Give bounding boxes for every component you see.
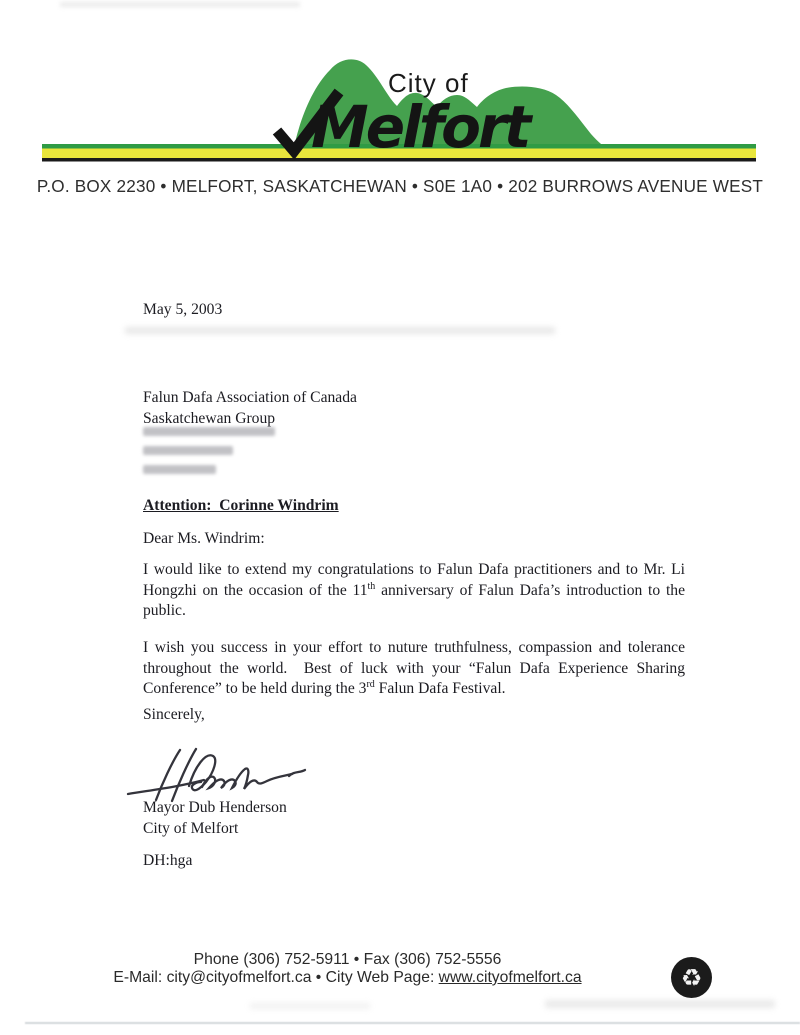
recipient-block [143,388,357,429]
reference-initials: DH:hga [143,852,193,869]
footer-website-url: www.cityofmelfort.ca [438,969,582,986]
ordinal-superscript: th [367,580,376,592]
attention-line: Attention: Corinne Windrim [143,497,339,514]
city-of-melfort-logo [40,55,760,170]
paragraph-2-text-cont: Falun Dafa Festival. [374,680,506,697]
redacted-address-line [143,427,275,436]
footer-phone-fax: Phone (306) 752-5911 • Fax (306) 752-5556 [193,951,502,968]
footer-email-web [7,969,688,987]
logo-melfort-text: Melfort [311,93,529,161]
recipient-line-1: Falun Dafa Association of Canada [143,389,357,406]
handwritten-signature [126,744,311,806]
paragraph-1-text: I would like to extend my congratulations to Falun Dafa practitioners and to Mr. Li Hongzhi on the occasion of the 11 [143,561,689,599]
signer-name: Mayor Dub Henderson [143,799,287,816]
salutation: Dear Ms. Windrim: [143,530,265,547]
recycle-icon [671,957,712,998]
closing: Sincerely, [143,706,205,723]
scan-artifact [125,327,555,334]
recipient-line-2: Saskatchewan Group [143,409,276,427]
paragraph-1-text-cont: anniversary of Falun Dafa’s introduction to the public. [143,581,689,619]
recycle-glyph: ♻ [680,963,703,992]
logo-city-of-text: City of [388,68,469,98]
letterhead-address: P.O. BOX 2230 • MELFORT, SASKATCHEWAN • S0E 1A0 • 202 BURROWS AVENUE WEST [36,176,764,196]
signature-block [143,798,287,839]
paragraph-2 [143,638,689,700]
letter-date: May 5, 2003 [143,301,223,318]
ordinal-superscript: rd [366,678,375,690]
scan-artifact [60,2,300,7]
redacted-address-line [143,465,216,474]
paragraph-1 [143,560,689,622]
scan-artifact [545,1000,775,1008]
paragraph-2-text: I wish you success in your effort to nuture truthfulness, compassion and tolerance throughout the world. Best of luck with your “Falun Dafa Experience Sharing Conference” to be held during the 3 [143,639,689,697]
footer-email-label: E-Mail: city@cityofmelfort.ca • City Web Page: [113,969,439,986]
scan-edge-line [25,1022,800,1024]
scan-artifact [250,1003,370,1009]
footer-contact-block [7,951,688,987]
signer-organization: City of Melfort [143,819,239,837]
redacted-address-line [143,446,233,455]
